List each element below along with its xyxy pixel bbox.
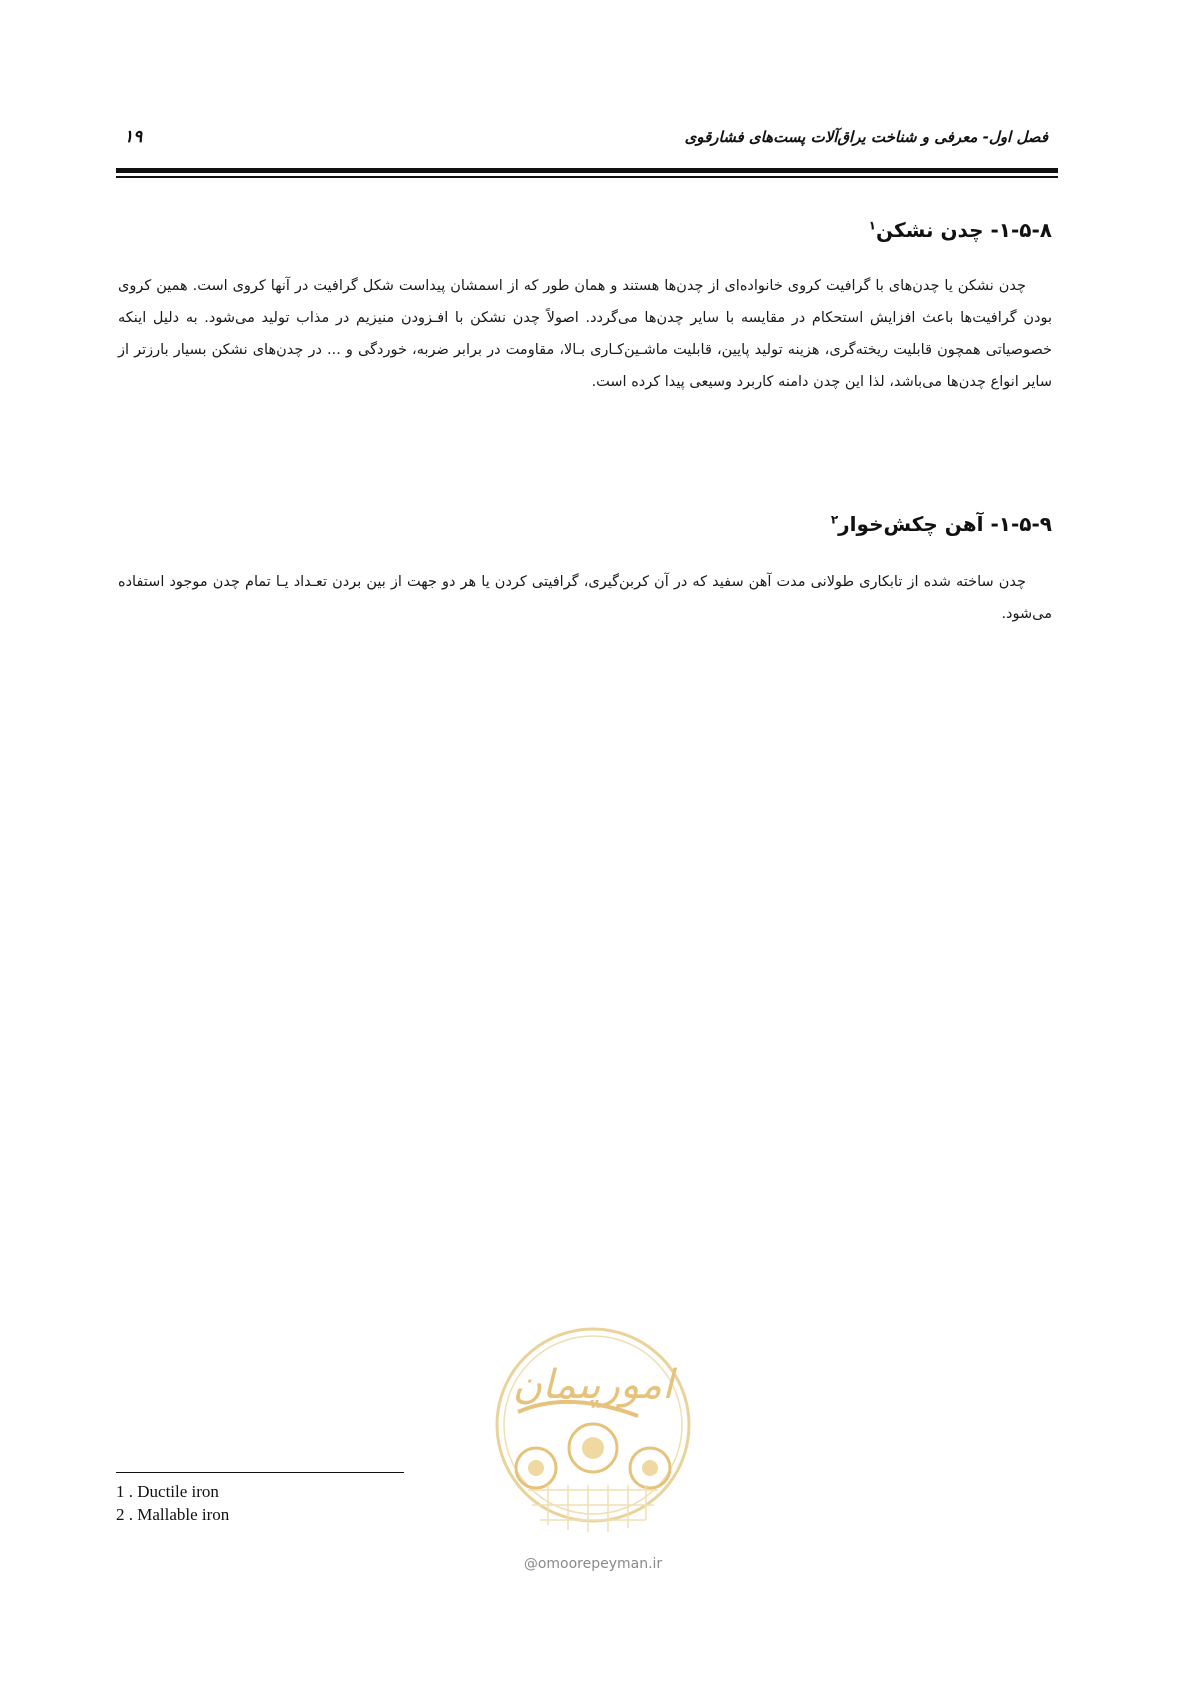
footnote-item: 2 . Mallable iron xyxy=(116,1505,230,1524)
watermark-logo xyxy=(488,1320,698,1570)
watermark-site-text: @omoorepeyman.ir xyxy=(523,1556,663,1572)
header-rule-thin xyxy=(116,176,1058,178)
footnote-rule xyxy=(116,1472,404,1473)
section-heading-malleable-iron xyxy=(831,512,1052,536)
watermark-emblem xyxy=(488,1320,698,1550)
section-heading-text: ۱-۵-۹- آهن چکش‌خوار xyxy=(838,512,1052,536)
header-rule xyxy=(116,168,1058,173)
footnote-item: 1 . Ductile iron xyxy=(116,1482,219,1501)
watermark-logo-text: امورپیمان xyxy=(512,1362,674,1408)
section-paragraph: چدن نشکن یا چدن‌های با گرافیت کروی خانواده‌ای از چدن‌ها هستند و همان طور که از اسمشان پیداست شکل گرافیت در آنها کروی است. همین کروی بودن گرافیت‌ها باعث افزایش استحکام در مقایسه با سایر چدن‌ها می‌گردد. اصولاً چدن نشکن با افـزودن منیزیم در مذاب تولید می‌شود. به دلیل اینکه خصوصیاتی همچون قابلیت ریخته‌گری، هزینه تولید پایین، قابلیت ماشـین‌کـاری بـالا، مقاومت در برابر ضربه، خوردگی و ... در چدن‌های نشکن بسیار بارزتر از سایر انواع چدن‌ها می‌باشد، لذا این چدن دامنه کاربرد وسیعی پیدا کرده است. xyxy=(118,278,1052,390)
section-heading-ductile-iron xyxy=(869,218,1052,242)
footnote-ref: ۲ xyxy=(830,512,839,527)
section-paragraph: چدن ساخته شده از تابکاری طولانی مدت آهن سفید که در آن کربن‌گیری، گرافیتی کردن یا هر دو جهت از بین بردن تعـداد یـا تمام چدن موجود استفاده می‌شود. xyxy=(118,574,1052,622)
section-heading-text: ۱-۵-۸- چدن نشکن xyxy=(876,218,1052,242)
footnotes xyxy=(116,1480,229,1526)
running-header-title: فصل اول- معرفی و شناخت یراق‌آلات پست‌های فشارقوی xyxy=(684,128,1048,146)
footnote-ref: ۱ xyxy=(868,218,876,233)
page-number: ۱۹ xyxy=(124,127,143,147)
